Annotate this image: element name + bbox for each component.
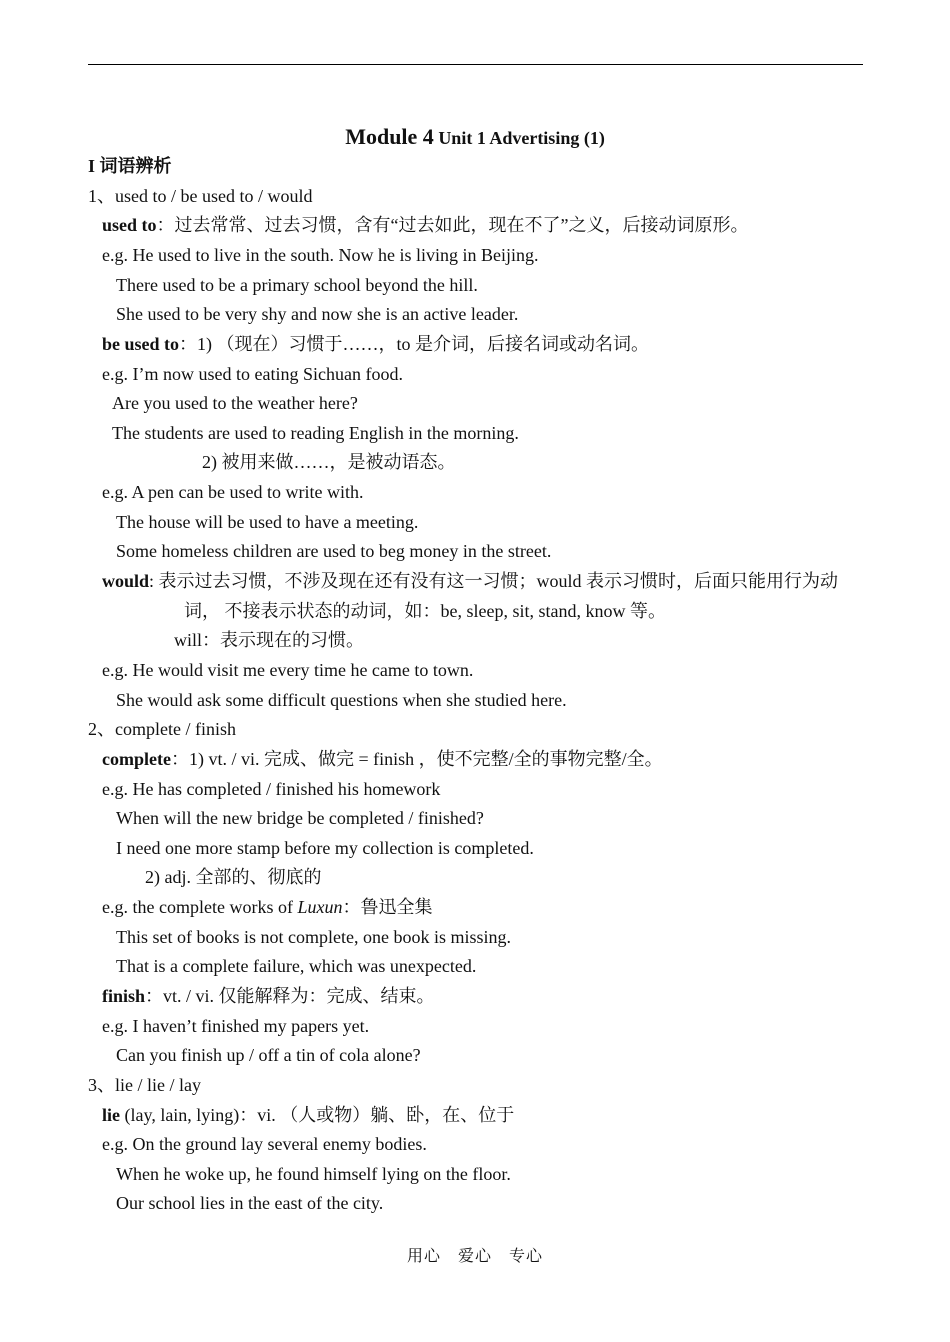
definition-line: lie (lay, lain, lying)：vi. （人或物）躺、卧，在、位于 bbox=[102, 1105, 515, 1125]
term: be used to bbox=[102, 334, 180, 354]
definition-line: 2) adj. 全部的、彻底的 bbox=[145, 867, 322, 887]
example-line: She would ask some difficult questions when she studied here. bbox=[116, 690, 567, 710]
example-line: e.g. He used to live in the south. Now he is living in Beijing. bbox=[102, 245, 539, 265]
entry-heading: 1、used to / be used to / would bbox=[88, 186, 313, 206]
term: lie bbox=[102, 1105, 120, 1125]
term: would bbox=[102, 571, 150, 591]
definition-line: complete：1) vt. / vi. 完成、做完 = finish ，使不完整/全的事物完整/全。 bbox=[102, 749, 663, 769]
term: used to bbox=[102, 215, 157, 235]
example-line: e.g. the complete works of Luxun：鲁迅全集 bbox=[102, 897, 433, 917]
example-line: e.g. He has completed / finished his homework bbox=[102, 779, 441, 799]
definition-line: will：表示现在的习惯。 bbox=[174, 630, 365, 650]
example-line: e.g. I haven’t finished my papers yet. bbox=[102, 1016, 370, 1036]
example-line: Are you used to the weather here? bbox=[112, 393, 358, 413]
entry-heading: 3、lie / lie / lay bbox=[88, 1075, 201, 1095]
entry-heading: 2、complete / finish bbox=[88, 719, 236, 739]
page-title: Module 4 Unit 1 Advertising (1) bbox=[345, 124, 605, 149]
example-line: This set of books is not complete, one book is missing. bbox=[116, 927, 511, 947]
section-heading: I 词语辨析 bbox=[88, 156, 172, 176]
example-line: When will the new bridge be completed / finished? bbox=[116, 808, 484, 828]
definition-line: finish：vt. / vi. 仅能解释为：完成、结束。 bbox=[102, 986, 435, 1006]
example-line: The house will be used to have a meeting. bbox=[116, 512, 419, 532]
definition-line: 词， 不接表示状态的动词，如：be, sleep, sit, stand, know 等。 bbox=[184, 601, 666, 621]
example-line: There used to be a primary school beyond the hill. bbox=[116, 275, 478, 295]
example-line: e.g. On the ground lay several enemy bodies. bbox=[102, 1134, 427, 1154]
page-footer: 用心 爱心 专心 bbox=[406, 1248, 543, 1265]
example-line: e.g. He would visit me every time he came to town. bbox=[102, 660, 474, 680]
example-line: Can you finish up / off a tin of cola alone? bbox=[116, 1045, 421, 1065]
example-line: That is a complete failure, which was unexpected. bbox=[116, 956, 477, 976]
example-line: e.g. I’m now used to eating Sichuan food. bbox=[102, 364, 403, 384]
definition-line: 2) 被用来做……，是被动语态。 bbox=[202, 452, 456, 472]
example-line: e.g. A pen can be used to write with. bbox=[102, 482, 364, 502]
example-line: She used to be very shy and now she is an active leader. bbox=[116, 304, 519, 324]
example-line: The students are used to reading English in the morning. bbox=[112, 423, 519, 443]
term: finish bbox=[102, 986, 146, 1006]
example-line: Our school lies in the east of the city. bbox=[116, 1193, 384, 1213]
definition-line: be used to：1) （现在）习惯于……，to 是介词，后接名词或动名词。 bbox=[102, 334, 650, 354]
definition-line: would: 表示过去习惯，不涉及现在还有没有这一习惯；would 表示习惯时，后面只能用行为动 bbox=[102, 571, 839, 591]
term: complete bbox=[102, 749, 171, 769]
definition-line: used to：过去常常、过去习惯，含有“过去如此，现在不了”之义，后接动词原形。 bbox=[102, 215, 749, 235]
example-line: Some homeless children are used to beg money in the street. bbox=[116, 541, 552, 561]
example-line: I need one more stamp before my collection is completed. bbox=[116, 838, 534, 858]
example-line: When he woke up, he found himself lying on the floor. bbox=[116, 1164, 511, 1184]
header-rule bbox=[88, 64, 863, 65]
